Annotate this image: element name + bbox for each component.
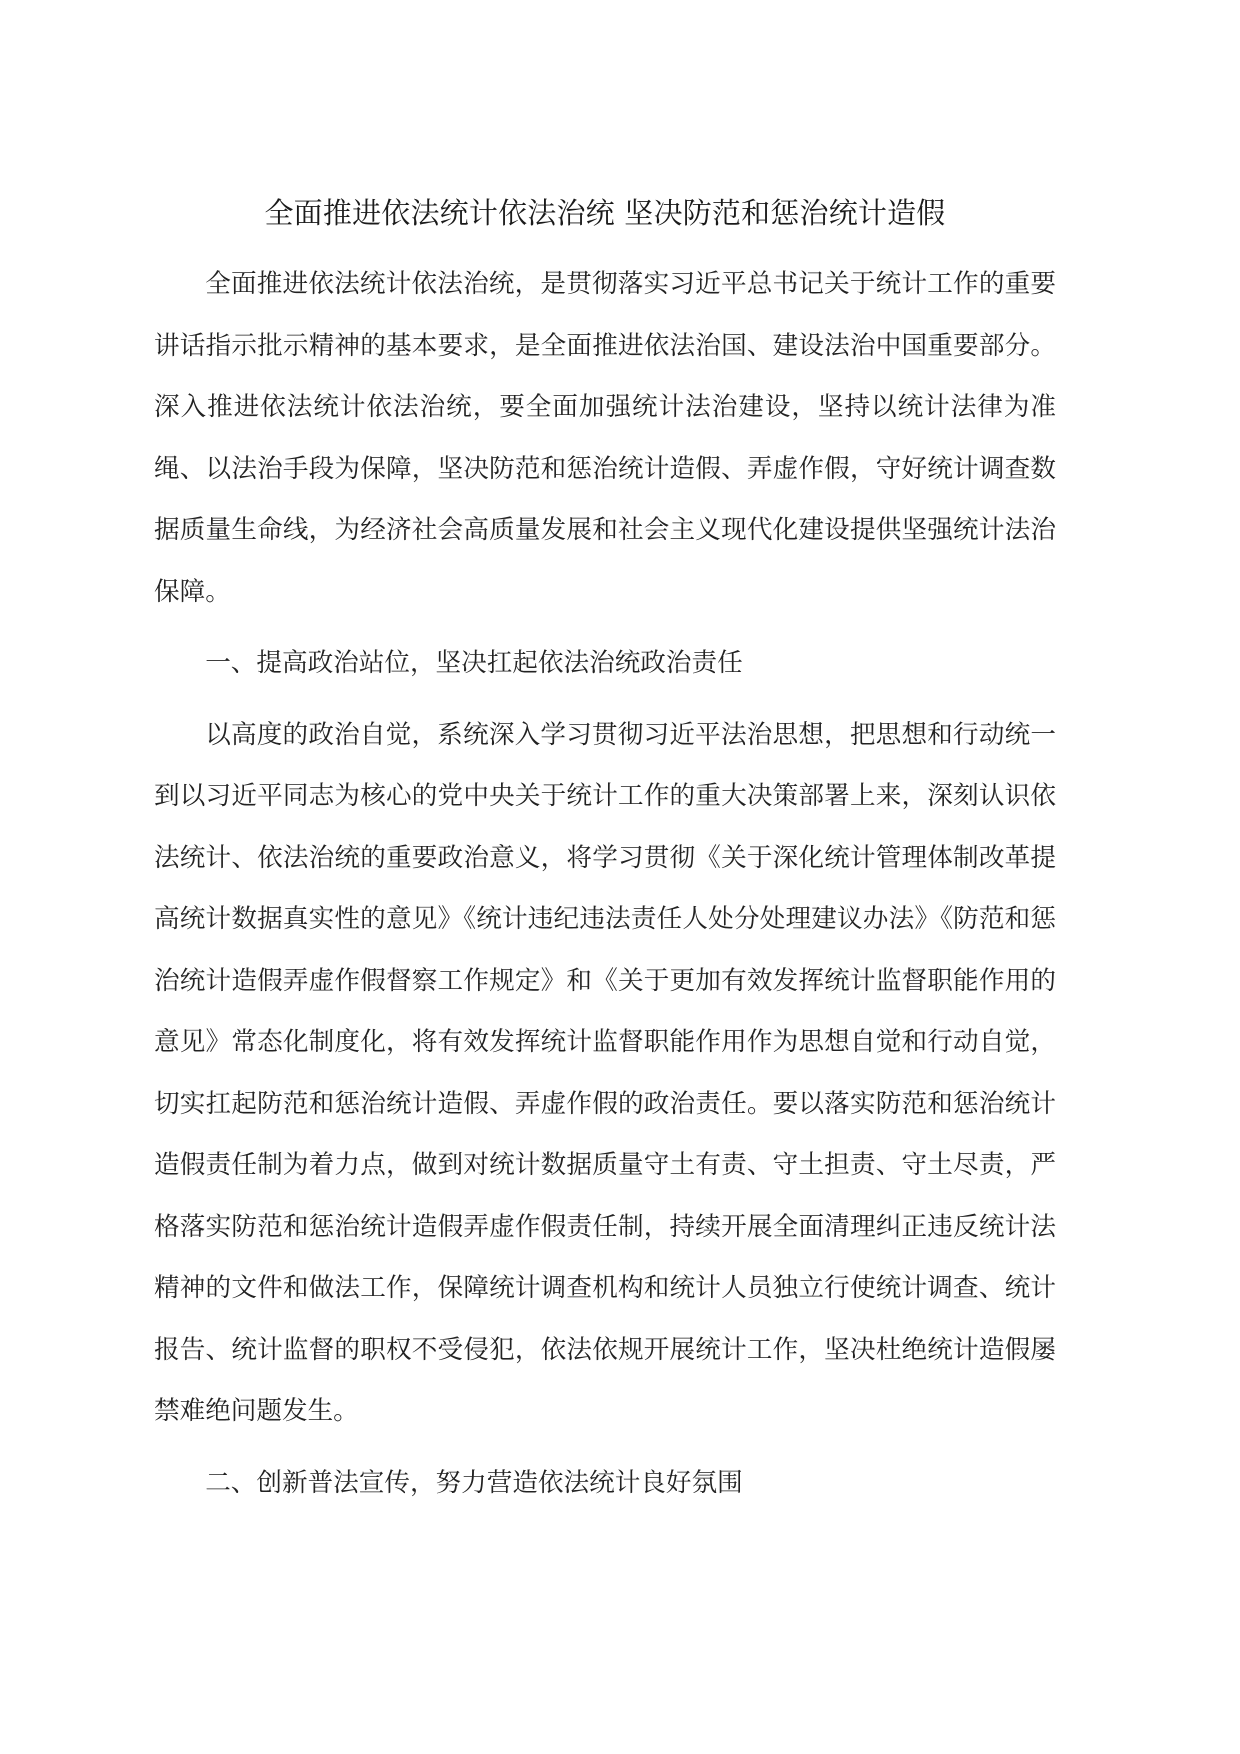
spacer: [154, 623, 1056, 633]
document-body: [154, 182, 1056, 1514]
spacer: [154, 695, 1056, 705]
paragraph-intro: 全面推进依法统计依法治统，是贯彻落实习近平总书记关于统计工作的重要讲话指示批示精神的基本要求，是全面推进依法治国、建设法治中国重要部分。深入推进依法统计依法治统，要全面加强统计法治建设，坚持以统计法律为准绳、以法治手段为保障，坚决防范和惩治统计造假、弄虚作假，守好统计调查数据质量生命线，为经济社会高质量发展和社会主义现代化建设提供坚强统计法治保障。: [154, 269, 1056, 607]
section-heading-2: 二、创新普法宣传，努力营造依法统计良好氛围: [205, 1467, 743, 1498]
spacer: [154, 244, 1056, 254]
section-heading-1: 一、提高政治站位，坚决扛起依法治统政治责任: [205, 648, 743, 678]
paragraph-section-1: 以高度的政治自觉，系统深入学习贯彻习近平法治思想，把思想和行动统一到以习近平同志为核心的党中央关于统计工作的重大决策部署上来，深刻认识依法统计、依法治统的重要政治意义，将学习贯彻《关于深化统计管理体制改革提高统计数据真实性的意见》《统计违纪违法责任人处分处理建议办法》《防范和惩治统计造假弄虚作假督察工作规定》和《关于更加有效发挥统计监督职能作用的意见》常态化制度化，将有效发挥统计监督职能作用作为思想自觉和行动自觉，切实扛起防范和惩治统计造假、弄虚作假的政治责任。要以落实防范和惩治统计造假责任制为着力点，做到对统计数据质量守土有责、守土担责、守土尽责，严格落实防范和惩治统计造假弄虚作假责任制，持续开展全面清理纠正违反统计法精神的文件和做法工作，保障统计调查机构和统计人员独立行使统计调查、统计报告、统计监督的职权不受侵犯，依法依规开展统计工作，坚决杜绝统计造假屡禁难绝问题发生。: [154, 719, 1056, 1426]
document-title: 全面推进依法统计依法治统 坚决防范和惩治统计造假: [264, 196, 946, 230]
spacer: [154, 1443, 1056, 1453]
